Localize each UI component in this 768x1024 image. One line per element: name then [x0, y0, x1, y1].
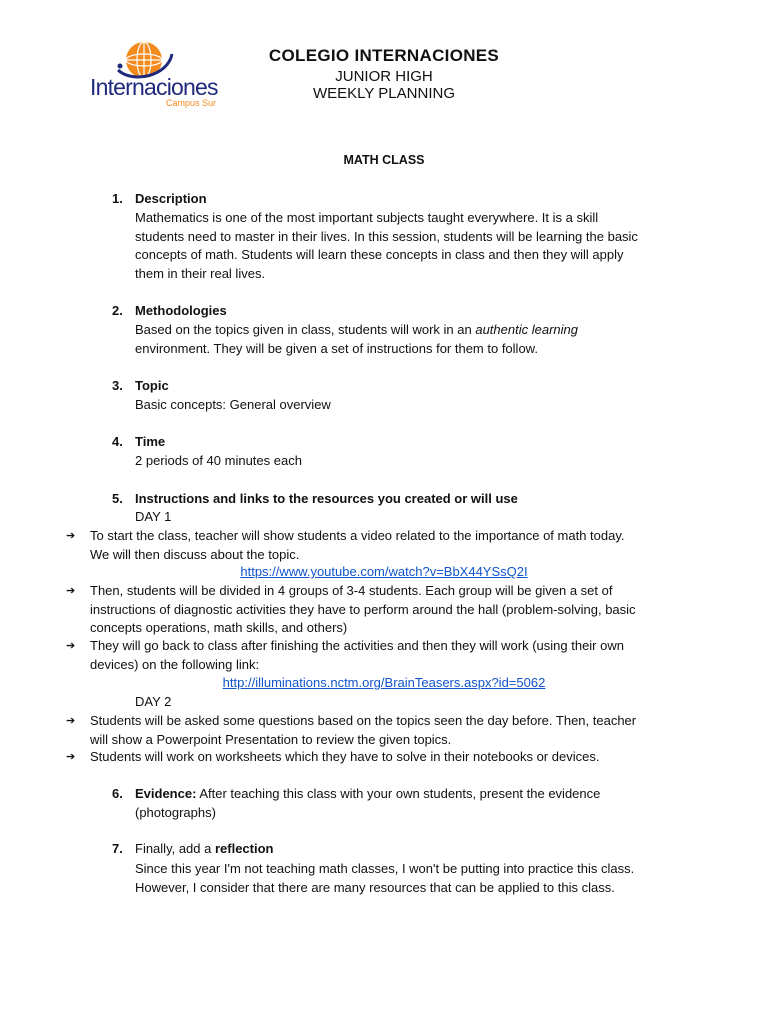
- text-line: However, I consider that there are many resources that can be applied to this class.: [135, 879, 615, 895]
- emphasis-text: authentic learning: [475, 322, 578, 337]
- bullet-text: [90, 527, 624, 564]
- section-2-heading: [112, 303, 227, 318]
- section-3-heading: [112, 378, 169, 393]
- section-title: Instructions and links to the resources you created or will use: [135, 491, 518, 506]
- arrow-bullet-icon: ➔: [66, 751, 76, 763]
- text-line: will show a Powerpoint Presentation to review the given topics.: [90, 731, 452, 747]
- arrow-bullet-icon: ➔: [66, 585, 76, 597]
- day-1-label: DAY 1: [135, 509, 172, 524]
- bullet-text: [90, 582, 636, 638]
- section-title: Topic: [135, 378, 169, 393]
- bullet-text: [90, 748, 599, 767]
- text-span: Based on the topics given in class, students will work in an: [135, 322, 476, 337]
- text-line: concepts operations, math skills, and others): [90, 620, 348, 635]
- section-number: 7.: [112, 841, 123, 856]
- text-line: them in their real lives.: [135, 265, 266, 281]
- arrow-bullet-icon: ➔: [66, 715, 76, 727]
- section-title: Time: [135, 434, 166, 449]
- section-title: Finally, add a: [135, 841, 215, 856]
- section-number: 2.: [112, 303, 123, 318]
- illuminations-link[interactable]: http://illuminations.nctm.org/BrainTeasers.aspx?id=5062: [222, 675, 546, 690]
- arrow-bullet-icon: ➔: [66, 640, 76, 652]
- subject-title: MATH CLASS: [343, 153, 425, 167]
- level-title: JUNIOR HIGH: [335, 68, 433, 85]
- section-number: 3.: [112, 378, 123, 393]
- text-line: environment. They will be given a set of instructions for them to follow.: [135, 340, 538, 356]
- reflection-text: [135, 860, 634, 897]
- text-line: Students will be asked some questions based on the topics seen the day before. Then, teacher: [90, 713, 637, 728]
- text-line: They will go back to class after finishing the activities and then they will work (using their own: [90, 638, 624, 653]
- planning-title: WEEKLY PLANNING: [313, 85, 455, 102]
- section-number: 5.: [112, 491, 123, 506]
- description-text: [135, 209, 638, 283]
- section-number: 4.: [112, 434, 123, 449]
- logo-campus: Campus Sur: [166, 98, 217, 108]
- evidence-text-cont: (photographs): [135, 805, 216, 820]
- day-2-label: DAY 2: [135, 694, 172, 709]
- bullet-text: [90, 637, 624, 674]
- text-line: instructions of diagnostic activities they have to perform around the hall (problem-solving, basic: [90, 601, 636, 617]
- section-4-heading: [112, 434, 165, 449]
- section-number: 1.: [112, 191, 123, 206]
- text-line: To start the class, teacher will show students a video related to the importance of math today.: [90, 528, 625, 543]
- school-title: COLEGIO INTERNACIONES: [268, 46, 500, 65]
- text-line: We will then discuss about the topic.: [90, 546, 300, 562]
- section-1-heading: [112, 191, 207, 206]
- methodologies-text: [135, 321, 578, 358]
- section-title: Evidence:: [135, 786, 197, 801]
- time-text: 2 periods of 40 minutes each: [135, 453, 302, 468]
- text-line: Mathematics is one of the most important subjects taught everywhere. It is a skill: [135, 210, 599, 225]
- arrow-bullet-icon: ➔: [66, 530, 76, 542]
- text-line: devices) on the following link:: [90, 656, 260, 672]
- section-6-heading: [112, 786, 600, 801]
- bullet-text: [90, 712, 636, 749]
- section-5-heading: [112, 491, 518, 506]
- section-title-bold: reflection: [214, 841, 274, 856]
- text-line: Then, students will be divided in 4 groups of 3-4 students. Each group will be given a set of: [90, 583, 613, 598]
- text-line: students need to master in their lives. In this session, students will be learning the basic: [135, 228, 638, 244]
- section-title: Description: [135, 191, 207, 206]
- text-line: Students will work on worksheets which they have to solve in their notebooks or devices.: [90, 749, 600, 764]
- text-line: Since this year I'm not teaching math classes, I won't be putting into practice this class.: [135, 861, 635, 876]
- section-title: Methodologies: [135, 303, 227, 318]
- logo-wordmark: Internaciones: [90, 74, 218, 100]
- text-line: [135, 321, 578, 340]
- evidence-text: After teaching this class with your own students, present the evidence: [196, 786, 601, 801]
- section-7-heading: [112, 841, 273, 856]
- topic-text: Basic concepts: General overview: [135, 397, 331, 412]
- section-number: 6.: [112, 786, 123, 801]
- text-line: concepts of math. Students will learn these concepts in class and then they will apply: [135, 247, 624, 262]
- youtube-link[interactable]: https://www.youtube.com/watch?v=BbX44YSsQ2I: [240, 564, 528, 579]
